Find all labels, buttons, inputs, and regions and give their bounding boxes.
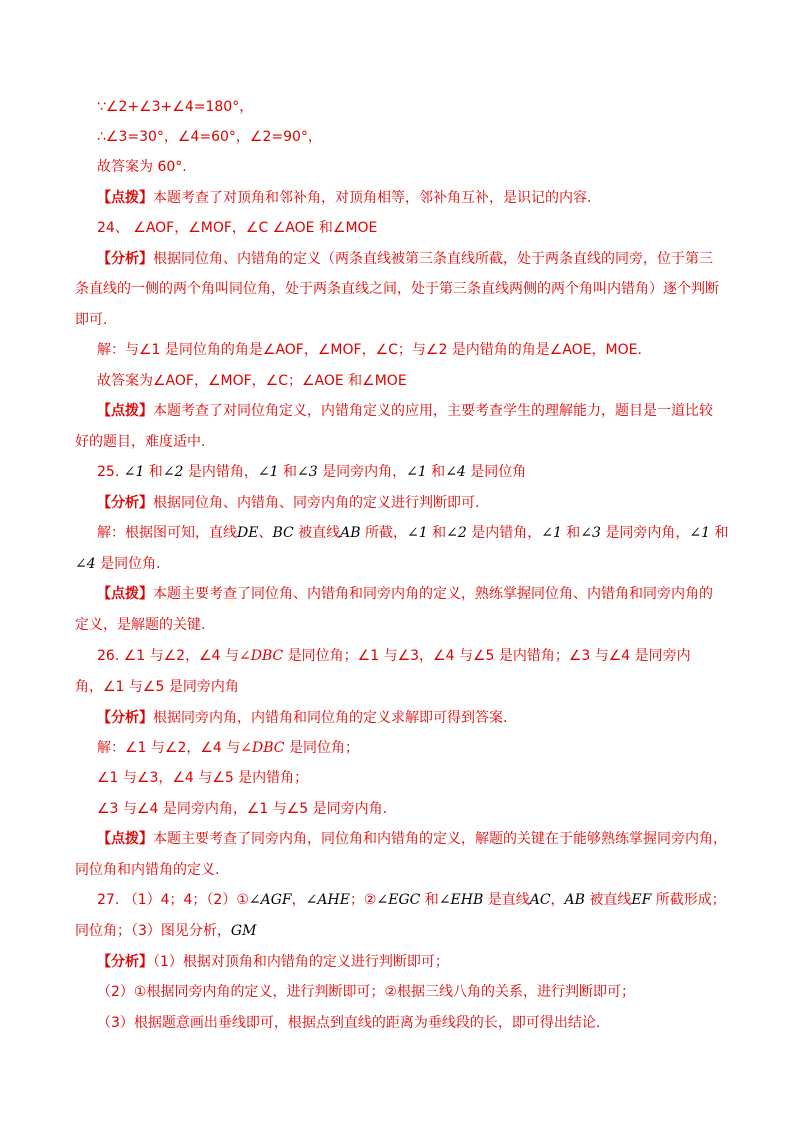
math-expression: ∠1 bbox=[689, 525, 711, 541]
label-bracket: 【分析】 bbox=[97, 251, 153, 267]
text-segment: ∠3 与∠4 是同旁内角，∠1 与∠5 是同旁内角. bbox=[97, 801, 388, 817]
math-expression: ∠4 bbox=[445, 464, 466, 480]
text-segment: 解：根据图可知，直线 bbox=[97, 525, 237, 541]
text-segment: 是同位角 bbox=[465, 464, 527, 480]
math-expression: ∠AHE bbox=[305, 892, 350, 908]
text-segment: 故答案为∠AOF，∠MOF，∠C；∠AOE 和∠MOE bbox=[97, 373, 407, 389]
text-line bbox=[97, 738, 359, 758]
text-segment: ∴∠3=30°，∠4=60°，∠2=90°， bbox=[97, 129, 322, 145]
text-segment: （2）①根据同旁内角的定义，进行判断即可；②根据三线八角的关系，进行判断即可； bbox=[97, 984, 636, 1000]
text-segment: ， bbox=[550, 892, 565, 908]
label-bracket: 【分析】 bbox=[97, 954, 153, 970]
text-segment: 和 bbox=[278, 464, 297, 480]
text-segment: ；② bbox=[349, 892, 377, 908]
text-segment: ∵∠2+∠3+∠4=180°， bbox=[97, 99, 254, 115]
text-segment: ∠1 与∠3，∠4 与∠5 是内错角； bbox=[97, 770, 309, 786]
text-segment: （3）根据题意画出垂线即可，根据点到直线的距离为垂线段的长，即可得出结论. bbox=[97, 1015, 601, 1031]
text-segment: 根据同位角、内错角的定义（两条直线被第三条直线所截，处于两条直线的同旁，位于第三 bbox=[153, 251, 713, 267]
text-segment: 定义，是解题的关键. bbox=[75, 617, 206, 633]
text-segment: 本题主要考查了同位角、内错角和同旁内角的定义，熟练掌握同位角、内错角和同旁内角的 bbox=[153, 586, 713, 602]
label-bracket: 【点拨】 bbox=[97, 190, 153, 206]
text-line bbox=[97, 249, 713, 269]
text-segment: 是同旁内角， bbox=[317, 464, 407, 480]
text-segment: 本题主要考查了同旁内角，同位角和内错角的定义，解题的关键在于能够熟练掌握同旁内角， bbox=[153, 831, 727, 847]
text-segment: 所截， bbox=[360, 525, 408, 541]
text-segment: 24、 ∠AOF，∠MOF，∠C ∠AOE 和∠MOE bbox=[97, 220, 378, 236]
math-expression: ∠1 bbox=[257, 464, 279, 480]
text-segment: （1）根据对顶角和内错角的定义进行判断即可； bbox=[153, 954, 449, 970]
text-line bbox=[97, 890, 726, 910]
text-segment: 25. bbox=[97, 464, 124, 480]
text-line bbox=[97, 188, 591, 208]
text-segment: 被直线 bbox=[293, 525, 341, 541]
label-bracket: 【分析】 bbox=[97, 710, 153, 726]
math-expression: ∠AGF bbox=[248, 892, 292, 908]
math-expression: DE bbox=[237, 525, 259, 541]
math-expression: ∠1 bbox=[123, 464, 145, 480]
text-line bbox=[75, 921, 256, 941]
text-line bbox=[75, 279, 719, 299]
text-line bbox=[97, 157, 187, 177]
text-line bbox=[75, 860, 219, 880]
text-line bbox=[75, 615, 205, 635]
math-expression: AB bbox=[564, 892, 585, 908]
label-bracket: 【点拨】 bbox=[97, 831, 153, 847]
math-expression: ∠1 bbox=[407, 525, 428, 541]
math-expression: ∠DBC bbox=[240, 740, 285, 756]
math-expression: ∠EHB bbox=[438, 892, 484, 908]
text-line bbox=[97, 1013, 600, 1033]
text-line bbox=[97, 584, 713, 604]
text-segment: 被直线 bbox=[584, 892, 632, 908]
text-segment: 、 bbox=[258, 525, 273, 541]
text-segment: 和 bbox=[710, 525, 729, 541]
text-line bbox=[97, 401, 713, 421]
text-segment: 本题考查了对同位角定义，内错角定义的应用，主要考查学生的理解能力，题目是一道比较 bbox=[153, 403, 713, 419]
text-segment: 是同旁内角， bbox=[600, 525, 690, 541]
text-line bbox=[97, 97, 253, 117]
text-line bbox=[97, 523, 729, 543]
text-line bbox=[97, 982, 635, 1002]
label-bracket: 【分析】 bbox=[97, 495, 153, 511]
text-line bbox=[97, 493, 479, 513]
text-line bbox=[97, 462, 526, 482]
text-segment: 和 bbox=[426, 464, 446, 480]
text-segment: 是同位角； bbox=[284, 740, 359, 756]
text-segment: 是内错角， bbox=[466, 525, 542, 541]
text-segment: 同位角；（3）图见分析， bbox=[75, 923, 231, 939]
text-segment: 根据同旁内角，内错角和同位角的定义求解即可得到答案. bbox=[153, 710, 508, 726]
text-line bbox=[97, 218, 377, 238]
text-line bbox=[75, 310, 107, 330]
text-line bbox=[97, 952, 449, 972]
text-segment: 好的题目，难度适中. bbox=[75, 434, 206, 450]
label-bracket: 【点拨】 bbox=[97, 586, 153, 602]
text-line bbox=[97, 708, 507, 728]
text-line bbox=[97, 829, 727, 849]
text-segment: 和 bbox=[144, 464, 163, 480]
text-segment: 角，∠1 与∠5 是同旁内角 bbox=[75, 679, 239, 695]
text-segment: 解：∠1 与∠2，∠4 与 bbox=[97, 740, 241, 756]
text-segment: 和 bbox=[427, 525, 447, 541]
math-expression: ∠3 bbox=[580, 525, 601, 541]
math-expression: ∠2 bbox=[162, 464, 184, 480]
text-line bbox=[97, 371, 407, 391]
math-expression: BC bbox=[272, 525, 294, 541]
math-expression: ∠1 bbox=[406, 464, 427, 480]
text-line bbox=[97, 127, 322, 147]
text-line bbox=[75, 432, 205, 452]
math-expression: ∠4 bbox=[75, 556, 96, 572]
text-segment: 26. ∠1 与∠2，∠4 与 bbox=[97, 648, 239, 664]
text-segment: 是同位角. bbox=[95, 556, 161, 572]
text-line bbox=[75, 677, 239, 697]
text-segment: 本题考查了对顶角和邻补角，对顶角相等，邻补角互补，是识记的内容. bbox=[153, 190, 592, 206]
text-segment: 同位角和内错角的定义. bbox=[75, 862, 220, 878]
text-segment: 27. （1）4；4；（2）① bbox=[97, 892, 249, 908]
math-expression: ∠1 bbox=[541, 525, 562, 541]
math-expression: EF bbox=[631, 892, 652, 908]
text-segment: 是同位角；∠1 与∠3，∠4 与∠5 是内错角；∠3 与∠4 是同旁内 bbox=[283, 648, 691, 664]
text-segment: 和 bbox=[561, 525, 581, 541]
text-segment: 故答案为 60°. bbox=[97, 159, 187, 175]
math-expression: AC bbox=[529, 892, 551, 908]
text-segment: 是直线 bbox=[483, 892, 530, 908]
text-line bbox=[97, 340, 642, 360]
math-expression: ∠DBC bbox=[239, 648, 284, 664]
text-line bbox=[97, 799, 387, 819]
math-expression: GM bbox=[230, 923, 257, 939]
math-expression: ∠EGC bbox=[376, 892, 421, 908]
math-expression: ∠2 bbox=[446, 525, 467, 541]
math-expression: ∠3 bbox=[297, 464, 318, 480]
text-segment: 和 bbox=[420, 892, 439, 908]
text-segment: ， bbox=[291, 892, 306, 908]
text-segment: 所截形成； bbox=[651, 892, 726, 908]
text-segment: 条直线的一侧的两个角叫同位角，处于两条直线之间，处于第三条直线两侧的两个角叫内错角）逐个判断 bbox=[75, 281, 719, 297]
text-segment: 根据同位角、内错角、同旁内角的定义进行判断即可. bbox=[153, 495, 480, 511]
text-segment: 是内错角， bbox=[183, 464, 258, 480]
text-segment: 即可. bbox=[75, 312, 108, 328]
math-expression: AB bbox=[340, 525, 361, 541]
text-segment: 解：与∠1 是同位角的角是∠AOF，∠MOF，∠C；与∠2 是内错角的角是∠AOE，MOE. bbox=[97, 342, 642, 358]
text-line bbox=[75, 554, 161, 574]
label-bracket: 【点拨】 bbox=[97, 403, 153, 419]
text-line bbox=[97, 768, 308, 788]
text-line bbox=[97, 646, 691, 666]
